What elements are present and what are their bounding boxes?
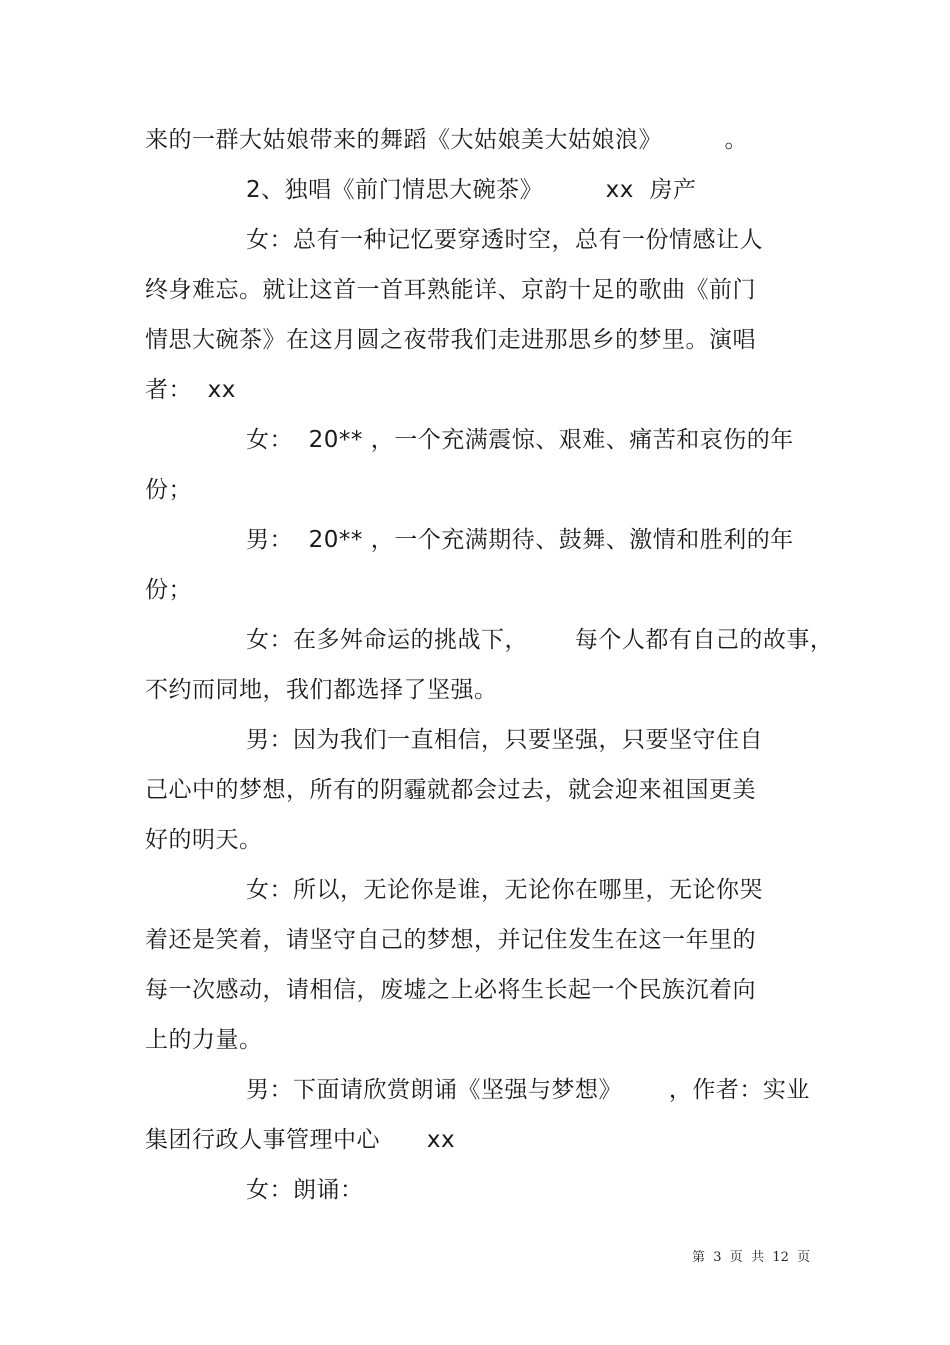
text-line-3: 女：总有一种记忆要穿透时空，总有一份情感让人 (246, 227, 763, 253)
text-line-10: 份； (145, 577, 192, 603)
text-line-7: 女： 20** ，一个充满震惊、艰难、痛苦和哀伤的年 (246, 427, 794, 453)
text-line-12: 不约而同地，我们都选择了坚强。 (145, 677, 498, 703)
text-line-5: 情思大碗茶》在这月圆之夜带我们走进那思乡的梦里。演唱 (145, 327, 756, 353)
text-line-8: 份； (145, 477, 192, 503)
text-line-19: 上的力量。 (145, 1027, 263, 1053)
text-line-16: 女：所以，无论你是谁，无论你在哪里，无论你哭 (246, 877, 763, 903)
text-line-14: 己心中的梦想，所有的阴霾就都会过去，就会迎来祖国更美 (145, 777, 756, 803)
text-line-17: 着还是笑着，请坚守自己的梦想，并记住发生在这一年里的 (145, 927, 756, 953)
text-line-6: 者： xx (145, 377, 236, 403)
text-line-21: 集团行政人事管理中心 xx (145, 1127, 456, 1153)
text-line-4: 终身难忘。就让这首一首耳熟能详、京韵十足的歌曲《前门 (145, 277, 756, 303)
text-line-9: 男： 20** ，一个充满期待、鼓舞、激情和胜利的年 (246, 527, 794, 553)
text-line-20: 男：下面请欣赏朗诵《坚强与梦想》 ，作者：实业 (246, 1077, 810, 1103)
text-line-2: 2、独唱《前门情思大碗茶》 xx 房产 (246, 177, 697, 203)
text-line-15: 好的明天。 (145, 827, 263, 853)
text-line-1: 来的一群大姑娘带来的舞蹈《大姑娘美大姑娘浪》 。 (145, 127, 748, 153)
text-line-18: 每一次感动，请相信，废墟之上必将生长起一个民族沉着向 (145, 977, 756, 1003)
text-line-22: 女：朗诵： (246, 1177, 364, 1203)
text-line-13: 男：因为我们一直相信，只要坚强，只要坚守住自 (246, 727, 763, 753)
page-number-footer: 第 3 页 共 12 页 (692, 1250, 811, 1265)
text-line-11: 女：在多舛命运的挑战下， 每个人都有自己的故事， (246, 627, 834, 653)
